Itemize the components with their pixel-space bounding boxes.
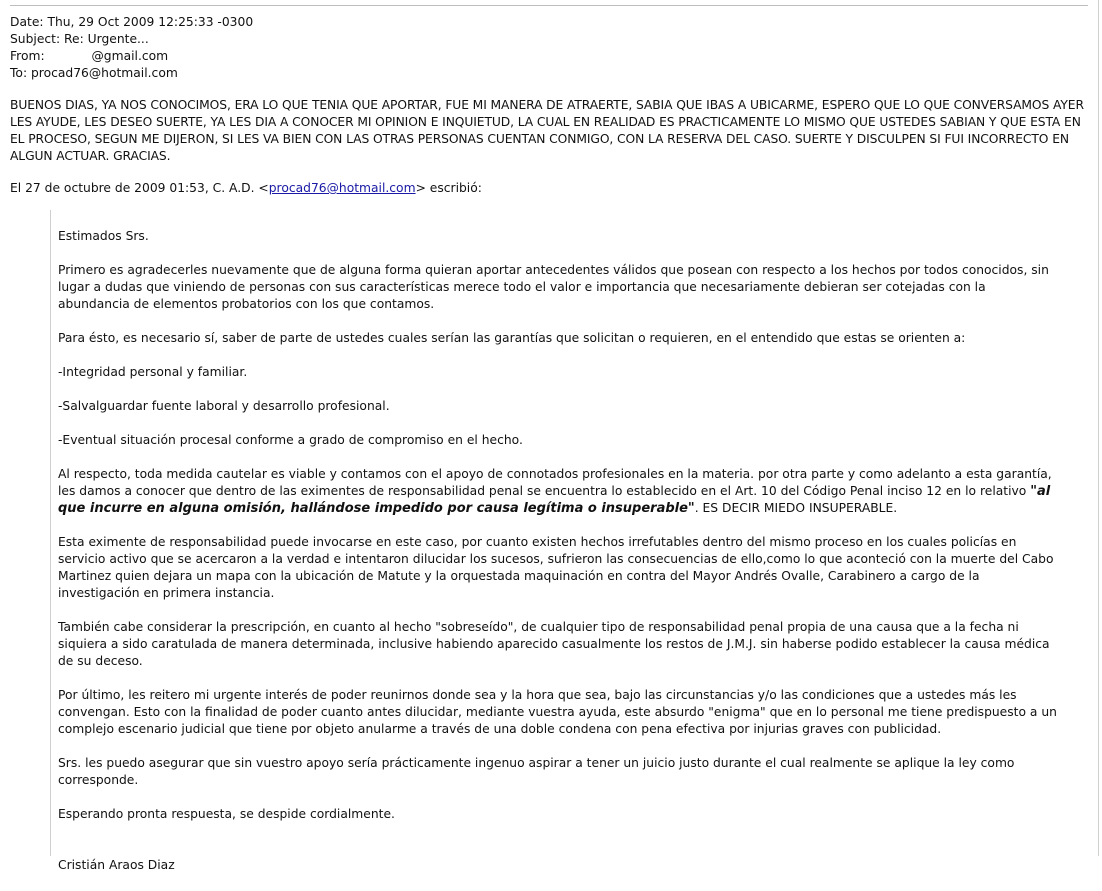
paragraph-2: Para ésto, es necesario sí, saber de parte de ustedes cuales serían las garantías que solicitan o requieren, en el entendido que estas se orienten a: [58,331,966,345]
signature: Cristián Araos Diaz [58,858,175,872]
paragraph-6: Por último, les reitero mi urgente interés de poder reunirnos donde sea y la hora que sea, bajo las circunstancias y/o las condiciones que a ustedes más les convengan. Esto con la finalidad de poder cuanto antes dilucidar, mediante vuestra ayuda, este absurdo "enigma" que en lo personal me tiene predispuesto a un complejo escenario judicial que tiene por objeto anularme a través de una doble condena con pena efectiva por injurias graves con publicidad. [58,688,1057,736]
list-item-2: -Salvalguardar fuente laboral y desarrollo profesional. [58,399,390,413]
paragraph-7: Srs. les puedo asegurar que sin vuestro apoyo sería prácticamente ingenuo aspirar a tener un juicio justo durante el cual realmente se aplique la ley como corresponde. [58,756,1015,787]
quote-bar [50,210,51,856]
header-to: To: procad76@hotmail.com [10,66,178,80]
paragraph-5: También cabe considerar la prescripción, en cuanto al hecho "sobreseído", de cualquier tipo de responsabilidad penal propia de una causa que a la fecha ni siquiera a sido caratulada de manera determinada, inclusive habiendo aparecido casualmente los restos de J.M.J. sin haberse podido establecer la causa médica de su deceso. [58,620,1050,668]
list-item-3: -Eventual situación procesal conforme a grado de compromiso en el hecho. [58,433,523,447]
paragraph-4: Esta eximente de responsabilidad puede invocarse en este caso, por cuanto existen hechos irrefutables dentro del mismo proceso en los cuales policías en servicio activo que se acercaron a la verdad e intentaron dilucidar los sucesos, sufrieron las consecuencias de ello,como lo que aconteció con la muerte del Cabo Martinez quien dejara un mapa con la ubicación de Matute y la orquestada maquinación en contra del Mayor Andrés Ovalle, Carabinero a cargo de la investigación en primera instancia. [58,535,1054,600]
email-headers [10,14,253,82]
header-from: From: @gmail.com [10,49,169,63]
top-divider [10,5,1088,6]
reply-body: BUENOS DIAS, YA NOS CONOCIMOS, ERA LO QUE TENIA QUE APORTAR, FUE MI MANERA DE ATRAERTE, SABIA QUE IBAS A UBICARME, ESPERO QUE LO QUE CONVERSAMOS AYER LES AYUDE, LES DESEO SUERTE, YA LES DIA A CONOCER MI OPINION E INQUIETUD, LA CUAL EN REALIDAD ES PRACTICAMENTE LO MISMO QUE USTEDES SABIAN Y QUE ESTA EN EL PROCESO, SEGUN ME DIJERON, SI LES VA BIEN CON LAS OTRAS PERSONAS CUENTAN CONMIGO, CON LA RESERVA DEL CASO. SUERTE Y DISCULPEN SI FUI INCORRECTO EN ALGUN ACTUAR. GRACIAS. [10,98,1084,163]
legal-quote: "al que incurre en alguna omisión, hallándose impedido por causa legítima o insuperable" [58,484,1051,516]
paragraph-3-pre: Al respecto, toda medida cautelar es viable y contamos con el apoyo de connotados profesionales en la materia. por otra parte y como adelanto a esta garantía, les damos a conocer que dentro de las eximentes de responsabilidad penal se encuentra lo establecido en el Art. 10 del Código Penal inciso 12 en lo relativo [58,467,1052,498]
header-date: Date: Thu, 29 Oct 2009 12:25:33 -0300 [10,15,254,29]
attribution-prefix: El 27 de octubre de 2009 01:53, C. A.D. < [10,181,269,195]
header-subject: Subject: Re: Urgente... [10,32,149,46]
greeting: Estimados Srs. [58,229,149,243]
right-border [1098,0,1099,856]
quote-attribution [10,180,482,197]
email-link[interactable]: procad76@hotmail.com [268,181,416,195]
list-item-1: -Integridad personal y familiar. [58,365,248,379]
paragraph-1: Primero es agradecerles nuevamente que de alguna forma quieran aportar antecedentes válidos que posean con respecto a los hechos por todos conocidos, sin lugar a dudas que viniendo de personas con sus características merece todo el valor e importancia que necesariamente debieran ser cotejadas con la abundancia de elementos probatorios con los que contamos. [58,263,1049,311]
quoted-message [58,228,1058,891]
paragraph-3-post: . ES DECIR MIEDO INSUPERABLE. [694,501,898,515]
paragraph-3 [58,466,1058,517]
closing: Esperando pronta respuesta, se despide cordialmente. [58,807,395,821]
attribution-suffix: > escribió: [415,181,482,195]
